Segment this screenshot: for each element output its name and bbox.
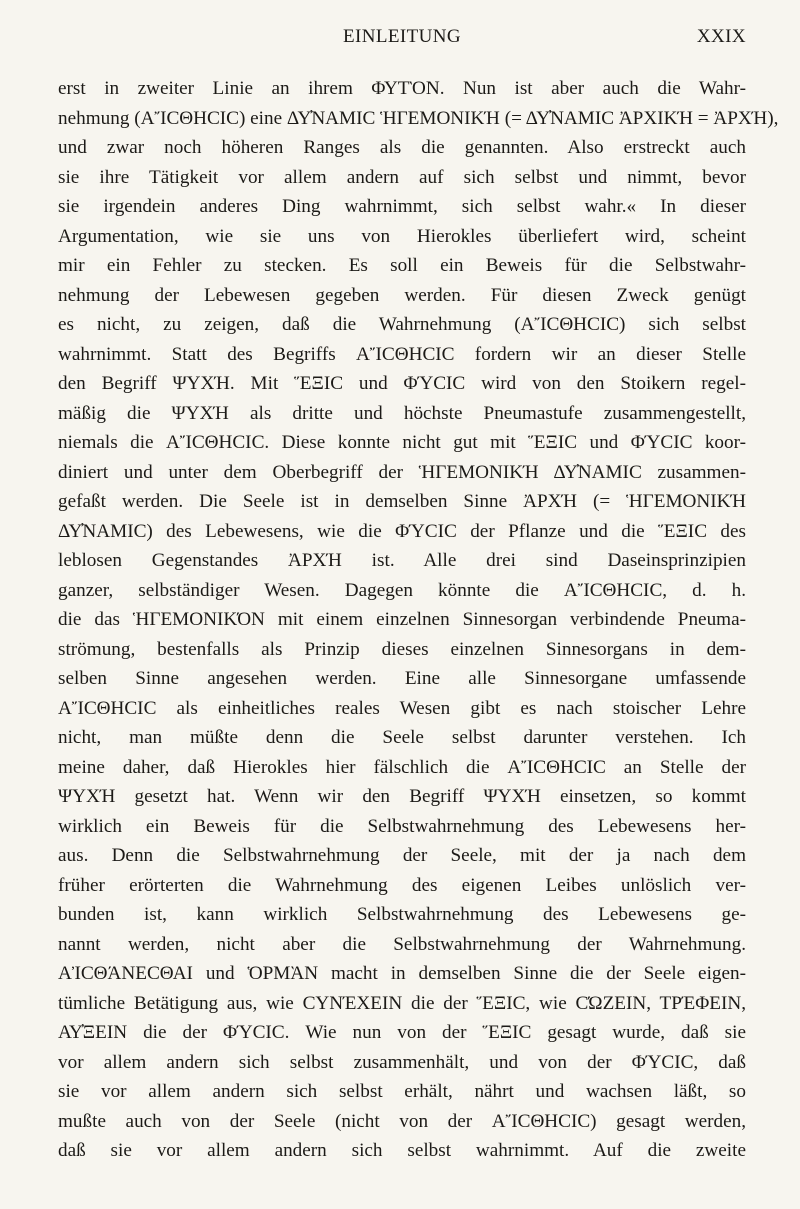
- text-line: sie irgendein anderes Ding wahrnimmt, sich selbst wahr.« In dieser: [58, 196, 746, 217]
- text-line: sie vor allem andern sich selbst erhält, nährt und wachsen läßt, so: [58, 1081, 746, 1102]
- text-line: selben Sinne angesehen werden. Eine alle Sinnesorgane umfassende: [58, 668, 746, 689]
- text-line: strömung, bestenfalls als Prinzip dieses einzelnen Sinnesorgans in dem-: [58, 638, 746, 660]
- text-line: wahrnimmt. Statt des Begriffs ΑἼϹΘΗϹΙϹ fordern wir an dieser Stelle: [58, 343, 746, 365]
- text-line: ΑἸϹΘΆΝΕϹΘΑΙ und ὉΡΜᾺΝ macht in demselben Sinne die der Seele eigen-: [58, 963, 746, 984]
- text-line: meine daher, daß Hierokles hier fälschlich die ΑἼϹΘΗϹΙϹ an Stelle der: [58, 756, 746, 778]
- chapter-title: EINLEITUNG: [343, 26, 461, 47]
- text-line: nicht, man müßte denn die Seele selbst darunter verstehen. Ich: [58, 727, 746, 748]
- text-line: diniert und unter dem Oberbegriff der ἩΓΕΜΟΝΙΚΉ ΔΥ̓ΝΑΜΙϹ zusammen-: [58, 461, 746, 483]
- text-line: gefaßt werden. Die Seele ist in demselben Sinne ἈΡΧΉ (= ἩΓΕΜΟΝΙΚΉ: [58, 491, 746, 512]
- text-line: mir ein Fehler zu stecken. Es soll ein Beweis für die Selbstwahr-: [58, 255, 746, 276]
- text-line: den Begriff ΨΥΧΉ. Mit ἝΞΙϹ und ΦΎϹΙϹ wird von den Stoikern regel-: [58, 373, 746, 394]
- text-line: sie ihre Tätigkeit vor allem andern auf sich selbst und nimmt, bevor: [58, 166, 746, 188]
- body-text: [58, 74, 779, 1166]
- text-line: nehmung (ΑἼϹΘΗϹΙϹ) eine ΔΥ̓ΝΑΜΙϹ ἩΓΕΜΟΝΙΚΉ (= ΔΥ̓ΝΑΜΙϹ ἈΡΧΙΚΉ = ἈΡΧΉ),: [58, 107, 779, 129]
- text-line: tümliche Betätigung aus, wie ϹΥΝΈΧΕΙΝ die der ἝΞΙϹ, wie ϹΏΖΕΙΝ, ΤΡΈΦΕΙΝ,: [58, 992, 746, 1014]
- text-line: nehmung der Lebewesen gegeben werden. Für diesen Zweck genügt: [58, 284, 746, 306]
- text-line: ganzer, selbständiger Wesen. Dagegen könnte die ΑἼϹΘΗϹΙϹ, d. h.: [58, 579, 746, 601]
- text-line: mußte auch von der Seele (nicht von der ΑἼϹΘΗϹΙϹ) gesagt werden,: [58, 1110, 746, 1132]
- page-number: XXIX: [696, 26, 746, 47]
- text-line: ΨΥΧΉ gesetzt hat. Wenn wir den Begriff ΨΥΧΉ einsetzen, so kommt: [58, 786, 746, 807]
- text-line: vor allem andern sich selbst zusammenhält, und von der ΦΎϹΙϹ, daß: [58, 1051, 746, 1073]
- text-line: ΑΥ̓ΞΕΙΝ die der ΦΎϹΙϹ. Wie nun von der ἝΞΙϹ gesagt wurde, daß sie: [58, 1022, 746, 1043]
- text-line: und zwar noch höheren Ranges als die genannten. Also erstreckt auch: [58, 137, 746, 158]
- text-line: daß sie vor allem andern sich selbst wahrnimmt. Auf die zweite: [58, 1140, 746, 1161]
- text-line: ΑἼϹΘΗϹΙϹ als einheitliches reales Wesen gibt es nach stoischer Lehre: [58, 697, 746, 719]
- text-line: ΔΥ̓ΝΑΜΙϹ) des Lebewesens, wie die ΦΎϹΙϹ der Pflanze und die ἝΞΙϹ des: [58, 520, 746, 542]
- text-line: wirklich ein Beweis für die Selbstwahrnehmung des Lebewesens her-: [58, 815, 746, 837]
- text-line: niemals die ΑἼϹΘΗϹΙϹ. Diese konnte nicht gut mit ἝΞΙϹ und ΦΎϹΙϹ koor-: [58, 432, 746, 453]
- text-line: Argumentation, wie sie uns von Hierokles überliefert wird, scheint: [58, 225, 746, 247]
- text-line: aus. Denn die Selbstwahrnehmung der Seele, mit der ja nach dem: [58, 845, 746, 866]
- text-line: früher erörterten die Wahrnehmung des eigenen Leibes unlöslich ver-: [58, 874, 746, 896]
- text-line: leblosen Gegenstandes ἈΡΧΉ ist. Alle drei sind Daseinsprinzipien: [58, 550, 746, 571]
- text-line: nannt werden, nicht aber die Selbstwahrnehmung der Wahrnehmung.: [58, 933, 746, 955]
- text-line: es nicht, zu zeigen, daß die Wahrnehmung (ΑἼϹΘΗϹΙϹ) sich selbst: [58, 314, 746, 335]
- text-line: erst in zweiter Linie an ihrem ΦΥΤῸΝ. Nun ist aber auch die Wahr-: [58, 78, 746, 99]
- text-line: mäßig die ΨΥΧΉ als dritte und höchste Pneumastufe zusammengestellt,: [58, 402, 746, 424]
- text-line: bunden ist, kann wirklich Selbstwahrnehmung des Lebewesens ge-: [58, 904, 746, 925]
- running-head: [58, 26, 746, 56]
- book-page: [58, 26, 779, 1166]
- text-line: die das ἩΓΕΜΟΝΙΚΌΝ mit einem einzelnen Sinnesorgan verbindende Pneuma-: [58, 609, 746, 630]
